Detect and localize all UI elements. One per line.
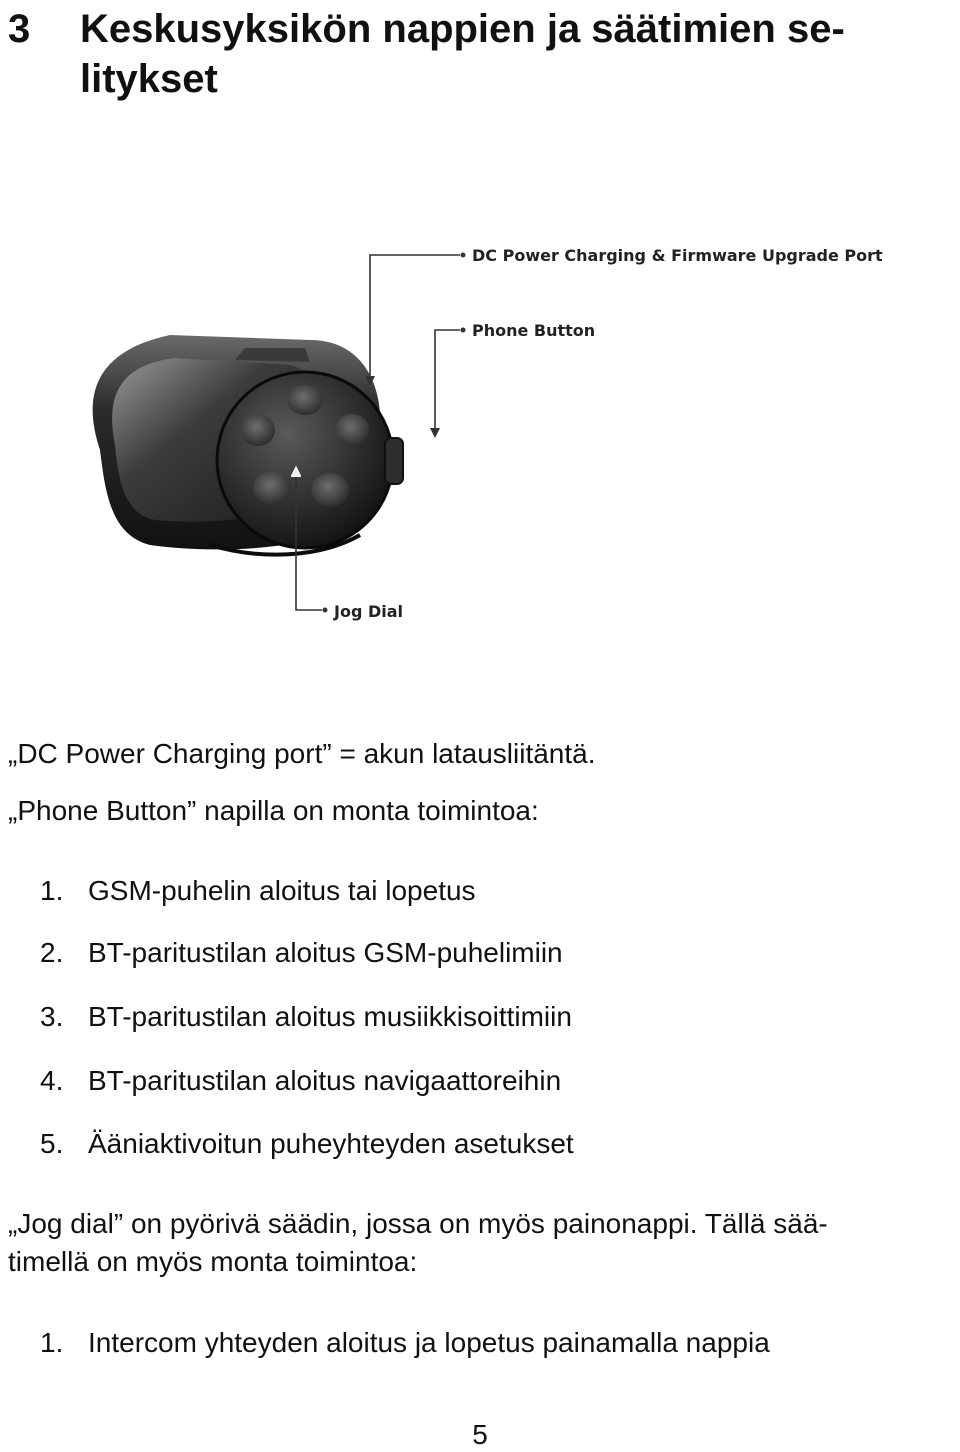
device-illustration [60,190,920,650]
phone-button-shape [385,438,403,484]
jog-dial-callout: Jog Dial [334,602,404,621]
section-title-line-1: Keskusyksikön nappien ja säätimien se- [80,7,845,51]
section-number: 3 [8,7,31,51]
phone-button-description: „Phone Button” napilla on monta toimintoa: [8,795,539,826]
section-title-line-2: litykset [80,57,218,101]
dc-port-description: „DC Power Charging port” = akun latausliitäntä. [8,738,596,769]
device-diagram [60,190,920,650]
jog-dial-description-line-2: timellä on myös monta toimintoa: [8,1246,418,1277]
phone-button-callout: Phone Button [472,321,596,340]
dc-port-callout: DC Power Charging & Firmware Upgrade Port [472,246,883,265]
device-top-ridge [235,348,310,362]
jog-dial-description-line-1: „Jog dial” on pyörivä säädin, jossa on myös painonappi. Tällä sää- [8,1208,828,1239]
page-number: 5 [472,1419,488,1450]
phone-button-leader-line [435,330,460,430]
dc-port-leader-line [370,255,460,378]
